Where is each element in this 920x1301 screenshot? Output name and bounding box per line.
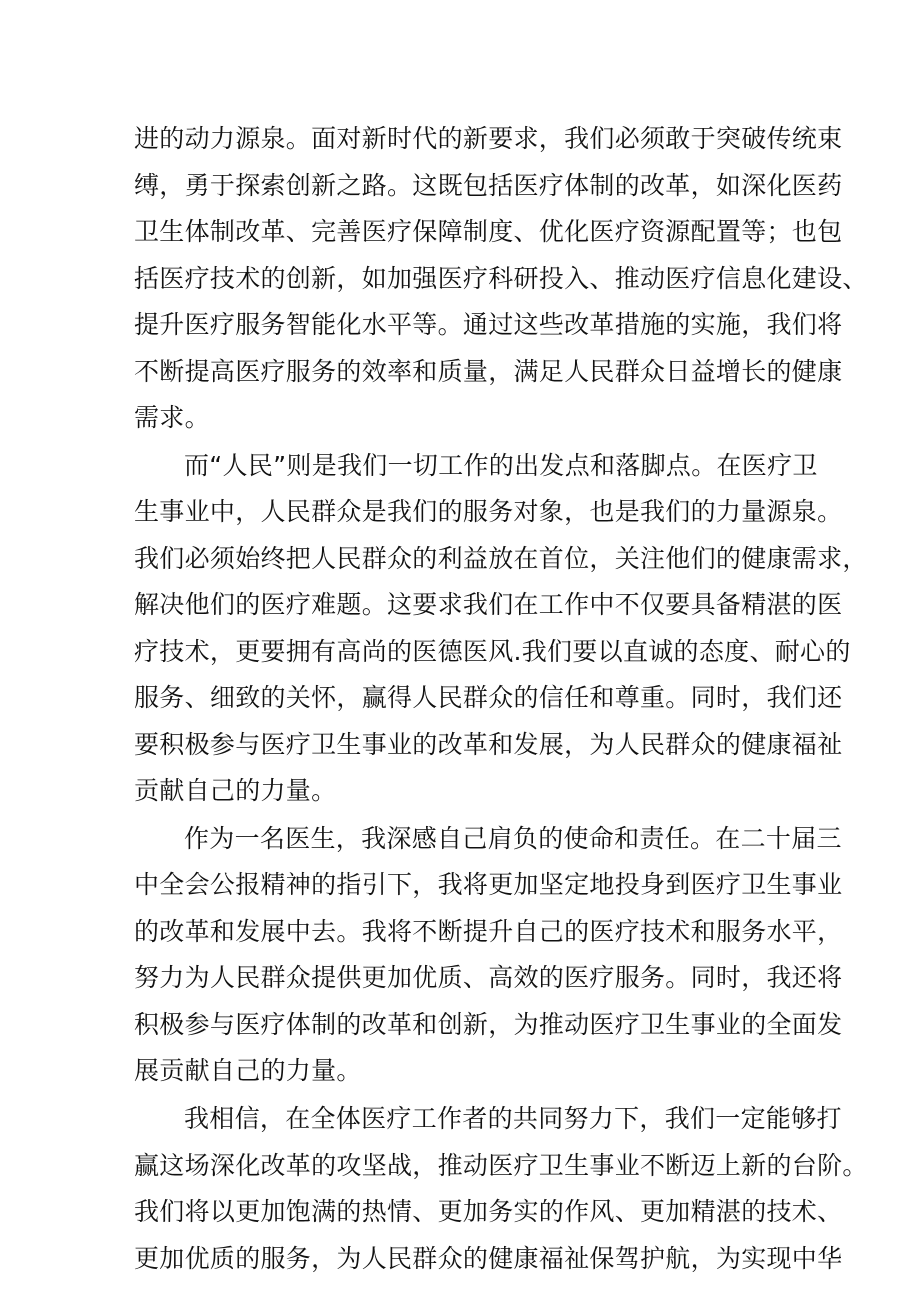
- paragraph-reform: [134, 116, 868, 442]
- paragraph-people: [134, 443, 868, 815]
- text-line: 解决他们的医疗难题。这要求我们在工作中不仅要具备精湛的医: [134, 590, 843, 620]
- text-line: 疗技术，更要拥有高尚的医德医风.我们要以直诚的态度、耐心的: [134, 636, 851, 666]
- text-line: 要积极参与医疗卫生事业的改革和发展，为人民群众的健康福祉: [134, 729, 843, 759]
- text-line: 进的动力源泉。面对新时代的新要求，我们必须敢于突破传统束: [134, 124, 843, 153]
- text-line: 我相信，在全体医疗工作者的共同努力下，我们一定能够打: [184, 1104, 842, 1134]
- text-line: 我们将以更加饱满的热情、更加务实的作风、更加精湛的技术、: [134, 1197, 843, 1227]
- text-line: 展贡献自己的力量。: [134, 1056, 362, 1086]
- text-line: 括医疗技术的创新，如加强医疗科研投入、推动医疗信息化建设、: [134, 263, 868, 293]
- text-line: 赢这场深化改革的攻坚战，推动医疗卫生事业不断迈上新的台阶。: [134, 1150, 868, 1180]
- text-line: 提升医疗服务智能化水平等。通过这些改革措施的实施，我们将: [134, 310, 843, 339]
- text-line: 的改革和发展中去。我将不断提升自己的医疗技术和服务水平，: [134, 916, 843, 946]
- text-line: 贡献自己的力量。: [134, 776, 337, 806]
- body-text: [134, 116, 868, 1282]
- text-line: 卫生体制改革、完善医疗保障制度、优化医疗资源配置等；也包: [134, 217, 843, 246]
- text-line: 缚，勇于探索创新之路。这既包括医疗体制的改革，如深化医药: [134, 170, 843, 200]
- text-line: 而“人民”则是我们一切工作的出发点和落脚点。在医疗卫: [184, 450, 818, 480]
- text-line: 更加优质的服务，为人民群众的健康福祉保驾护航，为实现中华: [134, 1243, 843, 1273]
- text-line: 不断提高医疗服务的效率和质量，满足人民群众日益增长的健康: [134, 356, 843, 386]
- text-line: 积极参与医疗体制的改革和创新，为推动医疗卫生事业的全面发: [134, 1009, 843, 1039]
- text-line: 作为一名医生，我深感自己肩负的使命和责任。在二十届三: [184, 823, 842, 853]
- text-line: 我们必须始终把人民群众的利益放在首位，关注他们的健康需求，: [134, 543, 868, 573]
- text-line: 中全会公报精神的指引下，我将更加坚定地投身到医疗卫生事业: [134, 870, 843, 900]
- paragraph-doctor: [134, 816, 843, 1095]
- text-line: 努力为人民群众提供更加优质、高效的医疗服务。同时，我还将: [134, 963, 843, 993]
- text-line: 需求。: [134, 403, 210, 432]
- text-line: 服务、细致的关怀，赢得人民群众的信任和尊重。同时，我们还: [134, 683, 843, 713]
- text-line: 生事业中，人民群众是我们的服务对象，也是我们的力量源泉。: [134, 497, 843, 527]
- paragraph-belief: [134, 1096, 868, 1282]
